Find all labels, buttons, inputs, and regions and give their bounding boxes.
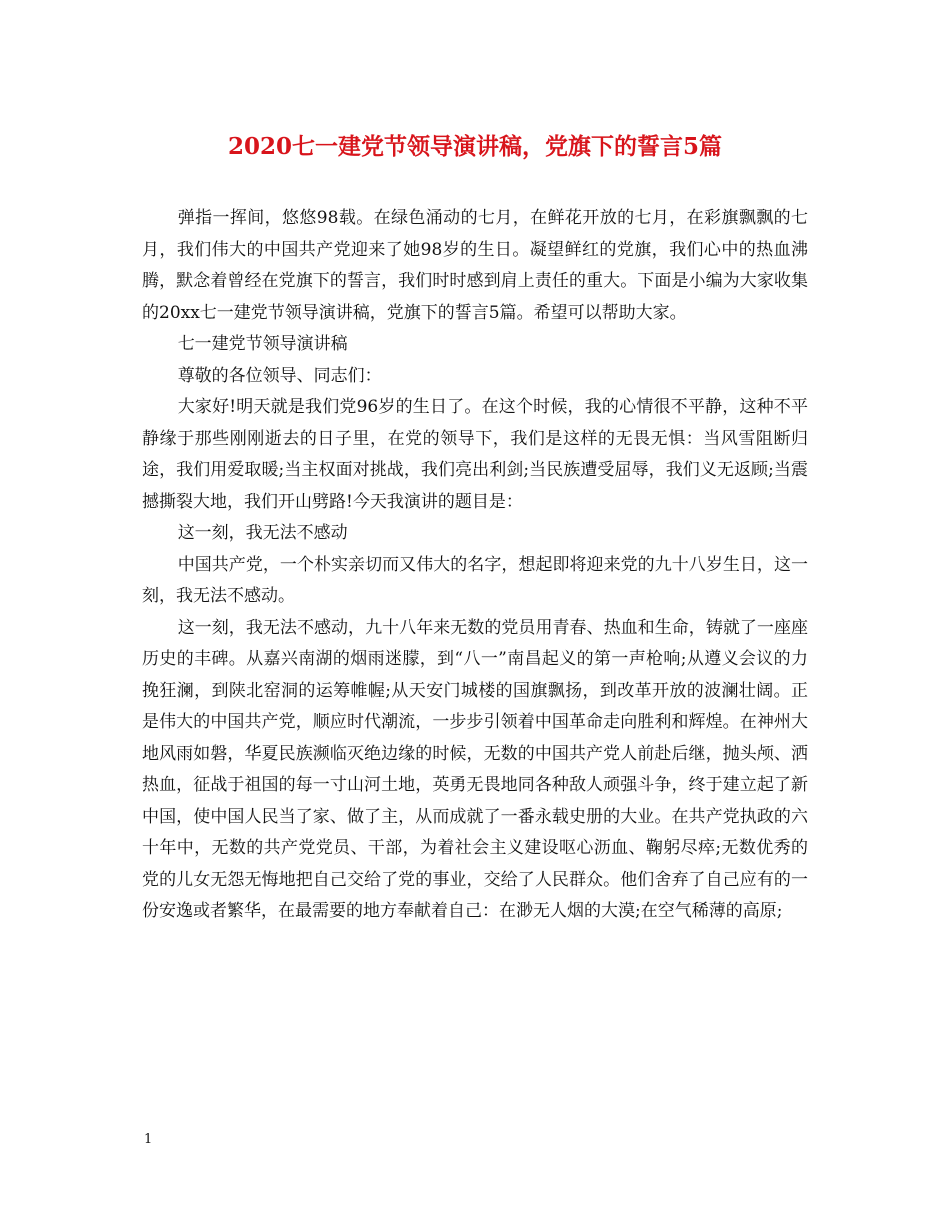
document-title: 2020七一建党节领导演讲稿，党旗下的誓言5篇 xyxy=(227,133,723,160)
paragraph-greeting: 大家好!明天就是我们党96岁的生日了。在这个时候，我的心情很不平静，这种不平静缘于那些刚刚逝去的日子里，在党的领导下，我们是这样的无畏无惧：当风雪阻断归途，我们用爱取暖;当主权面对挑战，我们亮出利剑;当民族遭受屈辱，我们义无返顾;当震撼撕裂大地，我们开山劈路!今天我演讲的题目是： xyxy=(142,397,808,512)
paragraph-intro: 弹指一挥间，悠悠98载。在绿色涌动的七月，在鲜花开放的七月，在彩旗飘飘的七月，我们伟大的中国共产党迎来了她98岁的生日。凝望鲜红的党旗，我们心中的热血沸腾，默念着曾经在党旗下的誓言，我们时时感到肩上责任的重大。下面是小编为大家收集的20xx七一建党节领导演讲稿，党旗下的誓言5篇。希望可以帮助大家。 xyxy=(142,208,808,323)
paragraph-party-name: 中国共产党，一个朴实亲切而又伟大的名字，想起即将迎来党的九十八岁生日，这一刻，我无法不感动。 xyxy=(142,554,808,606)
paragraph-salutation: 尊敬的各位领导、同志们： xyxy=(177,365,382,386)
document-body xyxy=(142,203,808,928)
paragraph-history: 这一刻，我无法不感动，九十八年来无数的党员用青春、热血和生命，铸就了一座座历史的丰碑。从嘉兴南湖的烟雨迷朦，到“八一”南昌起义的第一声枪响;从遵义会议的力挽狂澜，到陕北窑洞的运筹帷幄;从天安门城楼的国旗飘扬，到改革开放的波澜壮阔。正是伟大的中国共产党，顺应时代潮流，一步步引领着中国革命走向胜利和辉煌。在神州大地风雨如磐，华夏民族濒临灭绝边缘的时候，无数的中国共产党人前赴后继，抛头颅、洒热血，征战于祖国的每一寸山河土地，英勇无畏地同各种敌人顽强斗争，终于建立起了新中国，使中国人民当了家、做了主，从而成就了一番永载史册的大业。在共产党执政的六十年中，无数的共产党党员、干部，为着社会主义建设呕心沥血、鞠躬尽瘁;无数优秀的党的儿女无怨无悔地把自己交给了党的事业，交给了人民群众。他们舍弃了自己应有的一份安逸或者繁华，在最需要的地方奉献着自己：在渺无人烟的大漠;在空气稀薄的高原; xyxy=(142,617,808,921)
paragraph-speech-title: 这一刻，我无法不感动 xyxy=(177,523,348,543)
page-number: 1 xyxy=(144,1132,153,1147)
paragraph-section-heading: 七一建党节领导演讲稿 xyxy=(177,334,348,354)
